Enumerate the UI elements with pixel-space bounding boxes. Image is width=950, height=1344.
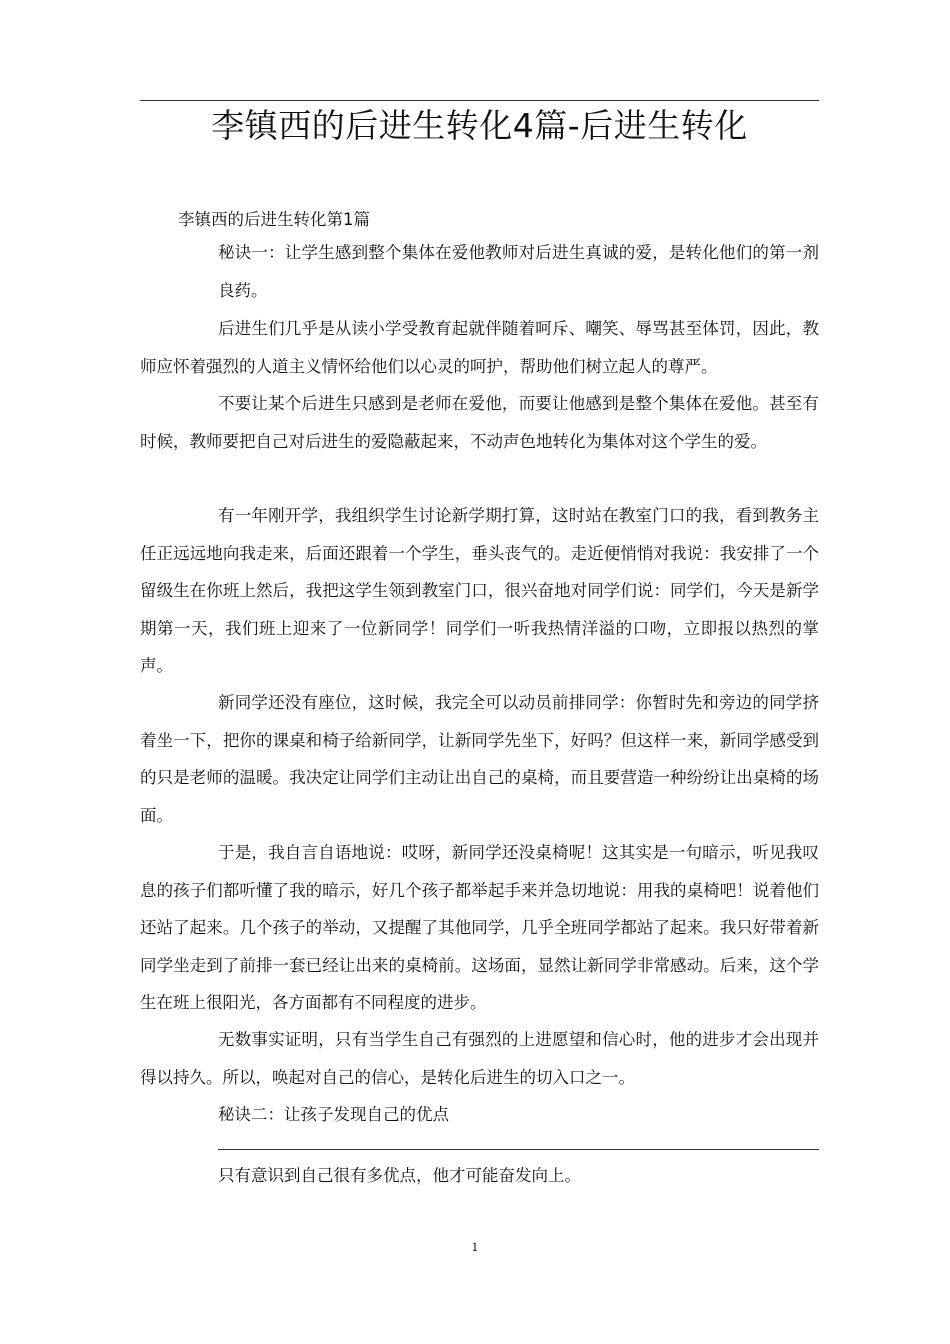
section-heading: 李镇西的后进生转化第1篇: [178, 210, 370, 229]
paragraph: 无数事实证明，只有当学生自己有强烈的上进愿望和信心时，他的进步才会出现并得以持久。所以，唤起对自己的信心，是转化后进生的切入口之一。: [140, 1030, 819, 1087]
paragraph: 不要让某个后进生只感到是老师在爱他，而要让他感到是整个集体在爱他。甚至有时候，教师要把自己对后进生的爱隐蔽起来，不动声色地转化为集体对这个学生的爱。: [140, 394, 819, 451]
page-number: 1: [471, 1241, 479, 1254]
paragraph-secret-two: 秘诀二：让孩子发现自己的优点: [218, 1105, 449, 1124]
header-rule: [140, 100, 819, 101]
paragraph: 于是，我自言自语地说：哎呀，新同学还没桌椅呢！这其实是一句暗示，听见我叹息的孩子们都听懂了我的暗示，好几个孩子都举起手来并急切地说：用我的桌椅吧！说着他们还站了起来。几个孩子的举动，又提醒了其他同学，几乎全班同学都站了起来。我只好带着新同学坐走到了前排一套已经让出来的桌椅前。这场面，显然让新同学非常感动。后来，这个学生在班上很阳光，各方面都有不同程度的进步。: [140, 843, 819, 1012]
paragraph: 有一年刚开学，我组织学生讨论新学期打算，这时站在教室门口的我，看到教务主任正远远地向我走来，后面还跟着一个学生，垂头丧气的。走近便悄悄对我说：我安排了一个留级生在你班上然后，我把这学生领到教室门口，很兴奋地对同学们说：同学们，今天是新学期第一天，我们班上迎来了一位新同学！同学们一听我热情洋溢的口吻，立即报以热烈的掌声。: [140, 506, 819, 675]
paragraph: 新同学还没有座位，这时候，我完全可以动员前排同学：你暂时先和旁边的同学挤着坐一下，把你的课桌和椅子给新同学，让新同学先坐下，好吗？但这样一来，新同学感受到的只是老师的温暖。我决定让同学们主动让出自己的桌椅，而且要营造一种纷纷让出桌椅的场面。: [140, 693, 819, 825]
paragraph: 后进生们几乎是从读小学受教育起就伴随着呵斥、嘲笑、辱骂甚至体罚，因此，教师应怀着强烈的人道主义情怀给他们以心灵的呵护，帮助他们树立起人的尊严。: [140, 319, 819, 376]
paragraph-secret-one: 秘诀一：让学生感到整个集体在爱他教师对后进生真诚的爱，是转化他们的第一剂良药。: [218, 243, 819, 300]
paragraph: 只有意识到自己很有多优点，他才可能奋发向上。: [218, 1166, 581, 1185]
document-title: 李镇西的后进生转化4篇-后进生转化: [211, 106, 748, 145]
footer-rule: [218, 1149, 819, 1150]
